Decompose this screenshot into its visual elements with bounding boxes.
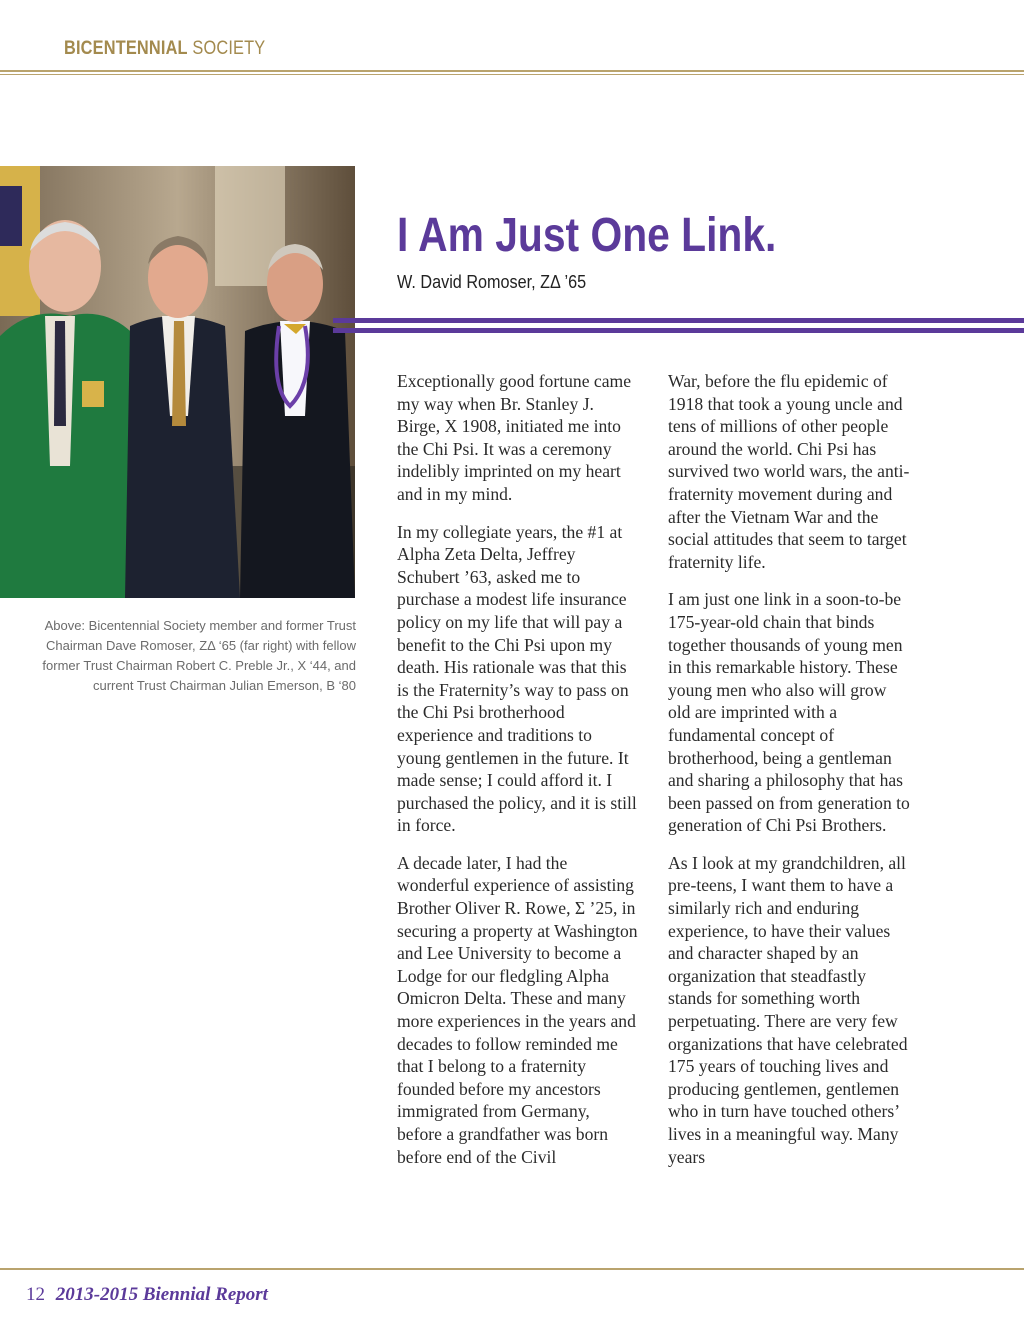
section-label-light: SOCIETY [192,38,266,59]
article-column-1 [397,370,639,1183]
section-label [64,38,265,60]
paragraph: War, before the flu epidemic of 1918 that took a young uncle and tens of millions of other people around the world. Chi Psi has survived two world wars, the anti-fraternity movement during and after the Vietnam War and the social attitudes that seem to target fraternity life. [668,371,910,572]
article-title: I Am Just One Link. [397,209,777,262]
title-rule-second [333,328,1024,333]
paragraph: I am just one link in a soon-to-be 175-year-old chain that binds together thousands of young men in this remarkable history. These young men who also will grow old are imprinted with a fundamental concept of brotherhood, being a gentleman and sharing a philosophy that has been passed on from generation to generation of Chi Psi Brothers. [668,589,910,836]
header-rule-thin [0,74,1024,75]
photo-caption: Above: Bicentennial Society member and former Trust Chairman Dave Romoser, ZΔ ‘65 (far right) with fellow former Trust Chairman Robert C. Preble Jr., X ‘44, and current Trust Chairman Julian Emerson, B ‘80 [42,618,356,693]
header-rule [0,70,1024,72]
title-rule [333,318,1024,323]
photo-three-men [0,166,355,598]
paragraph: In my collegiate years, the #1 at Alpha Zeta Delta, Jeffrey Schubert ’63, asked me to purchase a modest life insurance policy on my life that will pay a benefit to the Chi Psi upon my death. His rationale was that this is the Fraternity’s way to pass on the Chi Psi brotherhood experience and traditions to young gentlemen in the future. It made sense; I could afford it. I purchased the policy, and it is still in force. [397,521,637,836]
paragraph: A decade later, I had the wonderful experience of assisting Brother Oliver R. Rowe, Σ ’25, in securing a property at Washington and Lee University to become a Lodge for our fledgling Alpha Omicron Delta. These and many more experiences in the years and decades to follow reminded me that I belong to a fraternity founded before my ancestors immigrated from Germany, before a grandfather was born before end of the Civil [397,852,638,1167]
paragraph: As I look at my grandchildren, all pre-teens, I want them to have a similarly rich and enduring experience, to have their values and character shaped by an organization that steadfastly stands for something worth perpetuating. There are very few organizations that have celebrated 175 years of touching lives and producing gentlemen, gentlemen who in turn have touched others’ lives in a meaningful way. Many years [668,852,908,1167]
section-label-bold: BICENTENNIAL [64,38,188,59]
page-number: 12 [26,1284,45,1305]
article-column-2 [668,370,910,1183]
footer-rule [0,1268,1024,1270]
publication-title: 2013-2015 Biennial Report [55,1284,268,1305]
article-byline: W. David Romoser, ZΔ ’65 [397,272,587,292]
page-footer [26,1284,268,1306]
paragraph: Exceptionally good fortune came my way when Br. Stanley J. Birge, X 1908, initiated me into the Chi Psi. It was a ceremony indelibly imprinted on my heart and in my mind. [397,371,632,504]
photo-illustration [0,166,355,598]
